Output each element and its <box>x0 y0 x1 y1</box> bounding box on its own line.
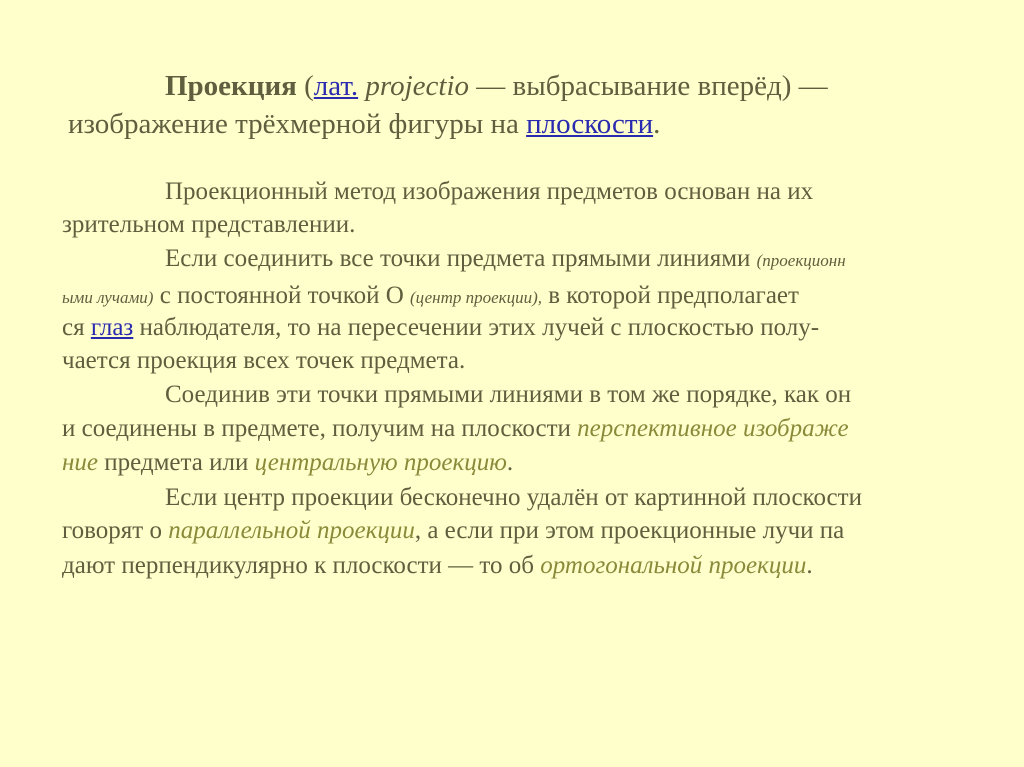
p4-line-3 <box>62 552 813 580</box>
p2-line-3 <box>62 314 819 342</box>
p3-line-2 <box>62 415 849 443</box>
orthogonal-projection-term: ортогональной проекции <box>540 552 807 579</box>
p2-line-1 <box>165 245 846 273</box>
p2-l2-c: (центр проекции), <box>410 288 542 307</box>
p1-line-1: Проекционный метод изображения предметов основан на их <box>165 178 814 205</box>
eye-link[interactable]: глаз <box>90 314 134 341</box>
p2-l2-b: с постоянной точкой О <box>153 282 410 309</box>
term: Проекция <box>165 70 297 102</box>
p3-l2-a: и соединены в предмете, получим на плоскости <box>62 415 578 442</box>
definition-end: . <box>653 108 661 140</box>
p4-l2-c: , а если при этом проекционные лучи па <box>414 517 845 544</box>
p3-l3-b: предмета или <box>98 449 255 476</box>
p2-line-2 <box>62 282 799 310</box>
p2-l1-b: (проекционн <box>756 251 846 270</box>
p4-l2-a: говорят о <box>62 517 169 544</box>
p3-l3-d: . <box>506 449 514 476</box>
lat-link[interactable]: лат. <box>313 70 359 102</box>
parallel-projection-term: параллельной проекции <box>168 517 415 544</box>
p2-l1-a: Если соединить все точки предмета прямыми линиями <box>165 245 757 272</box>
perspective-term: перспективное изображе <box>577 415 849 442</box>
meaning: — выбрасывание вперёд) — <box>476 70 828 102</box>
p2-l3-b: наблюдателя, то на пересечении этих лучей с плоскостью полу- <box>133 314 820 341</box>
definition-line-1 <box>165 70 828 103</box>
p1-line-2: зрительном представлении. <box>62 211 356 238</box>
p2-l3-a: ся <box>62 314 91 341</box>
definition-line-2 <box>68 108 660 141</box>
central-projection-term: центральную проекцию <box>254 449 507 476</box>
open-paren: ( <box>304 70 314 102</box>
p4-line-1: Если центр проекции бесконечно удалён от картинной плоскости <box>165 484 862 511</box>
p2-line-4: чается проекция всех точек предмета. <box>62 347 466 374</box>
p2-l2-d: в которой предполагает <box>542 282 799 309</box>
p4-l3-a: дают перпендикулярно к плоскости — то об <box>62 552 541 579</box>
p3-l3-a: ние <box>62 449 98 476</box>
latin-word: projectio <box>365 70 470 102</box>
definition-text: изображение трёхмерной фигуры на <box>68 108 527 140</box>
p2-l2-a: ыми лучами) <box>62 288 154 307</box>
p3-line-1: Соединив эти точки прямыми линиями в том же порядке, как он <box>165 381 852 408</box>
plane-link[interactable]: плоскости <box>526 108 654 140</box>
p4-line-2 <box>62 517 844 545</box>
p4-l3-c: . <box>806 552 813 579</box>
p3-line-3 <box>62 449 513 477</box>
